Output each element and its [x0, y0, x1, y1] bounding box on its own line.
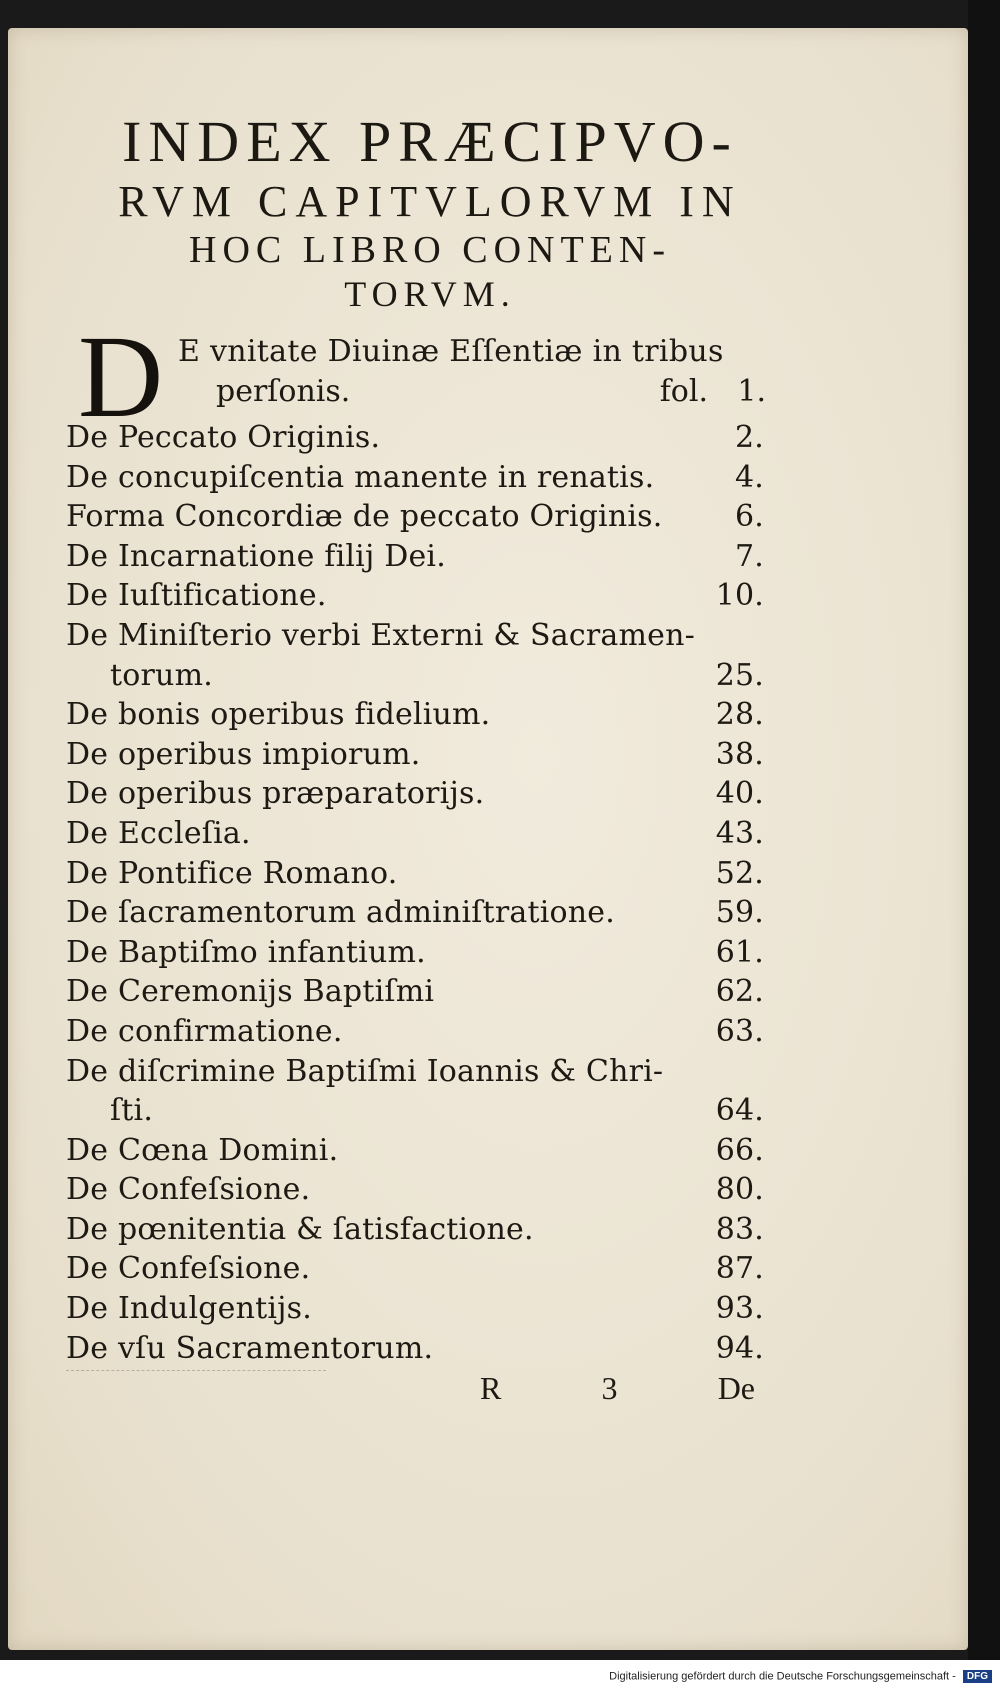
entry-text: De Iuſtificatione.	[66, 578, 327, 614]
entry-text: De Confeſsione.	[66, 1172, 311, 1208]
title-line-2: RVM CAPITVLORVM IN	[118, 177, 742, 227]
folio-number: 2.	[734, 420, 764, 455]
entry-text: De Cœna Domini.	[66, 1132, 339, 1168]
index-entry	[66, 1133, 766, 1173]
index-entry	[66, 895, 766, 935]
folio-number: 87.	[715, 1251, 764, 1287]
folio-number: 62.	[715, 974, 764, 1010]
entry-text: De Ceremonijs Baptiſmi	[66, 974, 435, 1010]
title-line-1: INDEX PRÆCIPVO-	[122, 109, 738, 174]
entry-text: De operibus impiorum.	[66, 736, 421, 772]
folio-number: 25.	[715, 657, 764, 693]
index-entry	[66, 1054, 766, 1094]
signature-mark: R	[480, 1370, 502, 1406]
folio-number: 38.	[715, 736, 764, 772]
index-entry	[66, 1251, 766, 1291]
entry-text: De diſcrimine Baptiſmi Ioannis & Chri-	[66, 1053, 664, 1089]
entry-text-continued: perſonis.	[216, 374, 351, 409]
folio-number: 80.	[715, 1172, 764, 1208]
entry-text: De Confeſsione.	[66, 1251, 311, 1287]
folio-number: 59.	[715, 895, 764, 931]
index-title	[70, 108, 790, 316]
folio-number: 52.	[715, 855, 764, 891]
folio-number: 63.	[715, 1013, 764, 1049]
entry-list	[66, 420, 766, 1370]
folio-number: 61.	[715, 934, 764, 970]
entry-text: ſti.	[110, 1093, 154, 1129]
entry-text: De ſacramentorum adminiſtratione.	[66, 895, 616, 931]
scan-edge	[968, 0, 1000, 1660]
index-entry	[66, 816, 766, 856]
entry-text: De Peccato Originis.	[66, 420, 381, 455]
folio-number: 66.	[715, 1132, 764, 1168]
entry-text: De Indulgentijs.	[66, 1291, 312, 1327]
index-entry	[66, 737, 766, 777]
index-entry	[66, 1212, 766, 1252]
entry-text: De bonis operibus fidelium.	[66, 697, 491, 733]
entry-text: De Incarnatione filij Dei.	[66, 538, 446, 574]
entry-text: De Miniſterio verbi Externi & Sacramen-	[66, 617, 695, 653]
index-entry	[66, 776, 766, 816]
dfg-logo: DFG	[963, 1670, 992, 1683]
folio-number: 43.	[715, 815, 764, 851]
index-entry	[66, 499, 766, 539]
index-entries	[66, 311, 766, 1370]
leaf-number: 3	[601, 1370, 618, 1406]
folio-number: 10.	[715, 578, 764, 614]
index-entry	[66, 974, 766, 1014]
folio-number: 6.	[734, 499, 764, 535]
folio-number: 4.	[734, 459, 764, 495]
index-entry	[66, 658, 766, 698]
digitization-bar	[0, 1660, 1000, 1694]
index-entry	[66, 420, 766, 460]
folio-number: 28.	[715, 697, 764, 733]
folio-label: fol.	[659, 374, 708, 409]
folio-number: 94.	[715, 1330, 764, 1366]
entry-text: De Baptiſmo infantium.	[66, 934, 426, 970]
index-entry	[66, 1093, 766, 1133]
entry-text: De Eccleſia.	[66, 815, 251, 851]
entry-text: De confirmatione.	[66, 1013, 343, 1049]
index-entry	[66, 539, 766, 579]
index-entry	[66, 618, 766, 658]
folio-number: 83.	[715, 1211, 764, 1247]
entry-text: De pœnitentia & ſatisfactione.	[66, 1211, 534, 1247]
folio-number: 64.	[715, 1093, 764, 1129]
page-footer	[480, 1370, 755, 1407]
entry-text: De operibus præparatorijs.	[66, 776, 485, 812]
index-entry	[66, 1291, 766, 1331]
index-entry	[66, 1172, 766, 1212]
entry-text: De Pontifice Romano.	[66, 855, 398, 891]
entry-text: De vſu Sacramentorum.	[66, 1330, 434, 1366]
entry-text: E vnitate Diuinæ Eſſentiæ in tribus	[178, 334, 724, 369]
catchword: De	[717, 1370, 755, 1406]
entry-text: De concupiſcentia manente in renatis.	[66, 459, 655, 495]
index-entry	[66, 935, 766, 975]
digitization-note: Digitalisierung gefördert durch die Deutsche Forschungsgemeinschaft -	[609, 1670, 956, 1683]
index-entry	[66, 697, 766, 737]
divider	[66, 1370, 326, 1371]
entry-text: torum.	[110, 657, 213, 693]
folio-number: 7.	[734, 538, 764, 574]
index-entry	[66, 1014, 766, 1054]
title-line-4: TORVM.	[344, 274, 516, 315]
index-entry	[66, 578, 766, 618]
folio-number: 93.	[715, 1291, 764, 1327]
title-line-3: HOC LIBRO CONTEN-	[189, 229, 671, 272]
index-entry	[66, 1331, 766, 1371]
index-entry	[66, 856, 766, 896]
index-entry	[66, 460, 766, 500]
entry-text: Forma Concordiæ de peccato Originis.	[66, 499, 663, 535]
drop-capital: D	[78, 311, 164, 442]
folio-number: 1.	[737, 374, 766, 409]
folio-number: 40.	[715, 776, 764, 812]
